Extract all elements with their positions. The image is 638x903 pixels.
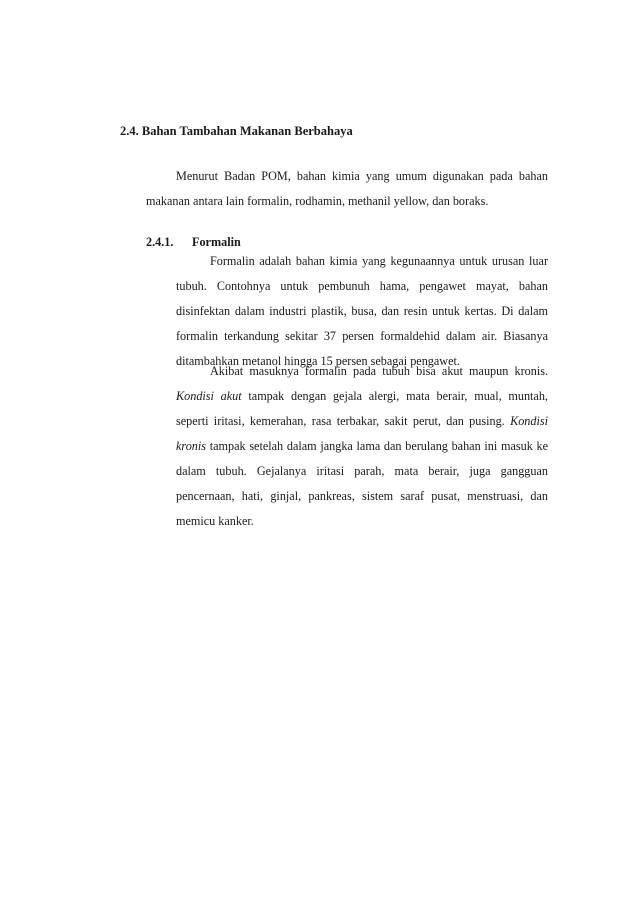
- formalin-effects-paragraph: [176, 359, 548, 534]
- subsection-number: 2.4.1.: [146, 235, 174, 249]
- effects-text-1: Akibat masuknya formalin pada tubuh bisa akut maupun kronis.: [210, 364, 548, 378]
- section-heading: 2.4. Bahan Tambahan Makanan Berbahaya: [120, 124, 353, 138]
- effects-text-2: tampak dengan gejala alergi, mata berair, mual, muntah, seperti iritasi, kemerahan, rasa terbakar, sakit perut, dan pusing.: [176, 389, 548, 428]
- effects-italic-chronic: Kondisi kronis: [176, 414, 548, 453]
- effects-italic-acute: Kondisi akut: [176, 389, 242, 403]
- subsection-title: Formalin: [192, 235, 241, 249]
- formalin-definition-paragraph: Formalin adalah bahan kimia yang kegunaannya untuk urusan luar tubuh. Contohnya untuk pembunuh hama, pengawet mayat, bahan disinfektan dalam industri plastik, busa, dan resin untuk kertas. Di dalam formalin terkandung sekitar 37 persen formaldehid dalam air. Biasanya ditambahkan metanol hingga 15 persen sebagai pengawet.: [176, 254, 548, 368]
- effects-text-3: tampak setelah dalam jangka lama dan berulang bahan ini masuk ke dalam tubuh. Gejalanya iritasi parah, mata berair, juga gangguan pencernaan, hati, ginjal, pankreas, sistem saraf pusat, menstruasi, dan memicu kanker.: [176, 439, 548, 528]
- intro-paragraph: Menurut Badan POM, bahan kimia yang umum digunakan pada bahan makanan antara lain formalin, rodhamin, methanil yellow, dan boraks.: [146, 169, 548, 208]
